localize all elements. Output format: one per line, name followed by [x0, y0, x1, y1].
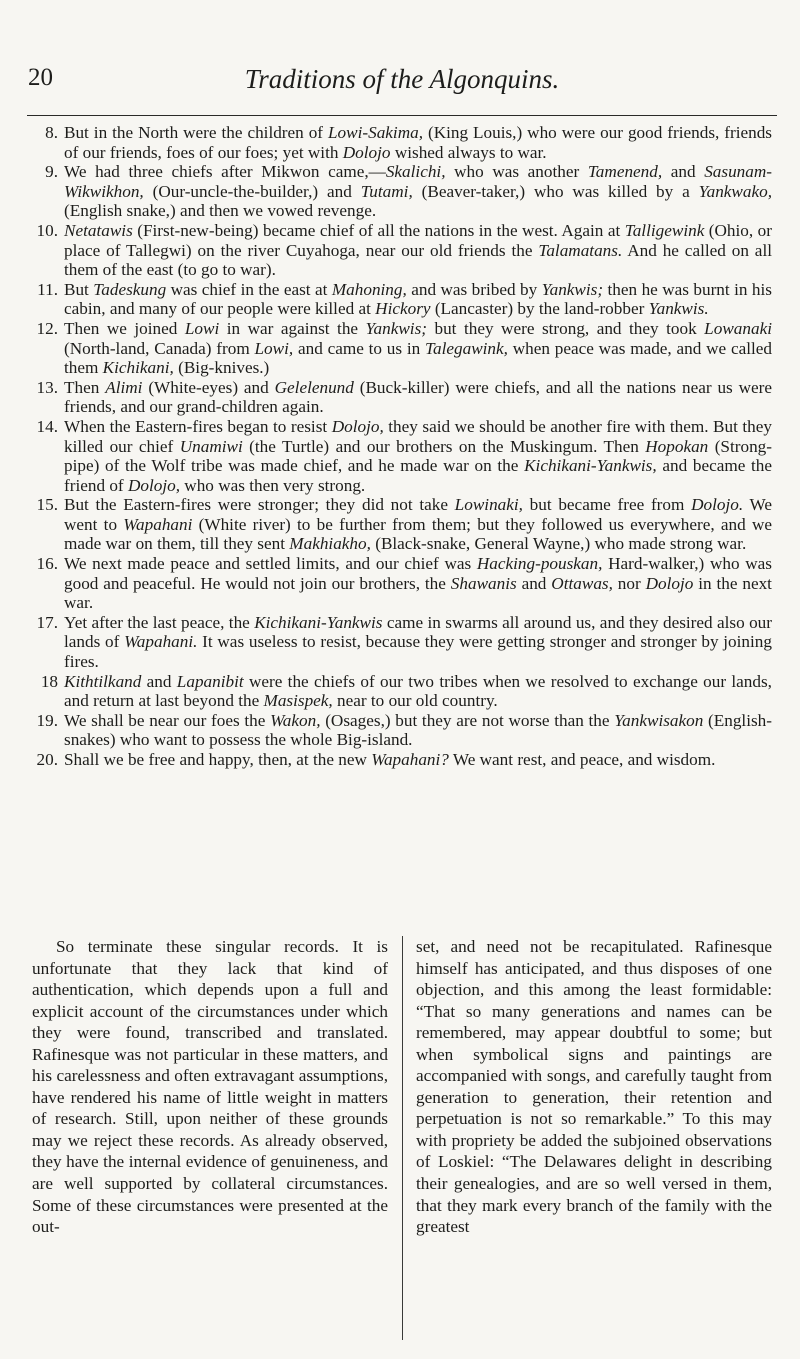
record-name: Wapahani	[123, 514, 193, 534]
record-number: 9.	[45, 162, 58, 182]
record-name: Lowi	[184, 318, 220, 338]
record-text: and	[662, 162, 705, 182]
record-item	[32, 750, 772, 770]
record-item	[32, 319, 772, 378]
record-text: they said we should be another fire with them. But they killed our chief	[64, 416, 772, 456]
record-text: (Osages,) but they are not worse than the	[320, 710, 615, 730]
commentary-left-column: So terminate these singular records. It is unfortunate that they lack that kind of authentication, which depends upon a full and explicit account of the circumstances under which they were found, transcribed and translated. Rafinesque was not particular in these matters, and his carelessness and often extravagant assumptions, have rendered his name of little weight in matters of research. Still, upon neither of these grounds may we reject these records. As already observed, they have the internal evidence of genuineness, and are well supported by collateral circumstances. Some of these circumstances were presented at the out-	[32, 937, 388, 1237]
record-text: came in swarms all around us, and they desired also our lands of	[64, 612, 773, 652]
record-text: (English-snakes) who want to possess the whole Big-island.	[64, 710, 772, 750]
record-text: Hard-walker,) who was good and peaceful. He would not join our brothers, the	[64, 554, 772, 593]
record-name: Talamatans.	[538, 240, 623, 260]
record-text: But the Eastern-fires were stronger; they did not take	[64, 495, 455, 515]
record-text: wished always to war.	[390, 142, 547, 162]
record-item	[32, 280, 772, 319]
record-text: (White-eyes) and	[142, 377, 275, 397]
record-item	[32, 554, 772, 613]
record-name: Lowi-Sakima,	[328, 123, 424, 142]
record-name: Talegawink,	[425, 338, 508, 358]
record-number: 20.	[36, 750, 58, 769]
record-item	[32, 123, 772, 162]
record-item	[32, 711, 772, 750]
record-text: and	[141, 671, 177, 691]
record-text: nor	[612, 573, 646, 593]
record-name: Lapanibit	[176, 671, 244, 691]
commentary-columns	[32, 902, 770, 1342]
record-text: We want rest, and peace, and wisdom.	[448, 750, 716, 769]
running-title: Traditions of the Algonquins.	[244, 64, 560, 94]
record-number: 11.	[37, 279, 58, 299]
record-text: Then	[64, 377, 106, 397]
record-text: (North-land, Canada) from	[64, 338, 255, 358]
record-text: when peace was made, and we called them	[64, 338, 772, 378]
record-text: (Black-snake, General Wayne,) who made strong war.	[370, 534, 747, 554]
page-header	[25, 64, 779, 104]
records-list	[32, 123, 772, 770]
record-name: Kichikani,	[102, 358, 174, 378]
record-name: Hacking-pouskan,	[476, 554, 603, 574]
record-text: (English snake,) and then we vowed revenge.	[64, 201, 377, 221]
record-number: 8.	[45, 123, 58, 142]
record-item	[32, 417, 772, 495]
record-name: Alimi	[105, 377, 143, 397]
record-name: Kichikani-Yankwis,	[524, 456, 657, 476]
record-text: (Ohio, or place of Tallegwi) on the river Cuyahoga, near our old friends the	[64, 220, 772, 260]
record-text: We shall be near our foes the	[64, 710, 271, 730]
record-text: in the next war.	[64, 573, 772, 613]
record-item	[32, 613, 772, 672]
record-number: 18	[40, 671, 58, 691]
record-number: 17.	[36, 612, 58, 632]
record-name: Dolojo,	[127, 475, 180, 495]
record-name: Wakon,	[270, 710, 321, 730]
commentary-right-column: set, and need not be recapitulated. Rafinesque himself has anticipated, and thus disposes of one objection, and this among the least formidable: “That so many generations and names can be remembered, may appear doubtful to some; but when symbolical signs and paintings are accompanied with songs, and carefully taught from generation to generation, their retention and perpetuation is not so remarkable.” To this may with propriety be added the subjoined observations of Loskiel: “The Delawares delight in describing their genealogies, and are so well versed in them, that they mark every branch of the family with the greatest	[416, 937, 772, 1237]
record-text: And he called on all them of the east (to go to war).	[64, 240, 772, 280]
record-name: Mahoning,	[331, 279, 407, 299]
record-item	[32, 495, 772, 554]
record-text: (Buck-killer) were chiefs, and all the nations near us were friends, and our grand-children again.	[64, 377, 772, 417]
record-item	[32, 221, 772, 280]
record-name: Hickory	[375, 299, 431, 319]
record-name: Makhiakho,	[289, 534, 371, 554]
record-text: near to our old country.	[332, 691, 498, 711]
record-text: (First-new-being) became chief of all the nations in the west. Again at	[132, 220, 625, 240]
record-name: Unamiwi	[179, 436, 243, 456]
record-item	[32, 162, 772, 221]
record-text: then he was burnt in his cabin, and many of our people were killed at	[64, 279, 772, 319]
record-name: Wapahani?	[371, 750, 449, 769]
record-text: and became the friend of	[64, 456, 773, 495]
record-text: who was another	[445, 162, 588, 182]
record-name: Wapahani.	[124, 632, 198, 652]
record-name: Talligewink	[624, 220, 705, 240]
record-number: 14.	[36, 416, 58, 436]
record-name: Skalichi,	[385, 162, 446, 182]
record-text: (the Turtle) and our brothers on the Muskingum. Then	[242, 436, 646, 456]
record-name: Dolojo	[342, 142, 391, 162]
record-name: Lowinaki,	[454, 495, 523, 515]
record-text: (White river) to be further from them; but they followed us everywhere, and we made war on them, till they sent	[64, 514, 772, 554]
record-text: We had three chiefs after Mikwon came,—	[64, 162, 386, 182]
record-text: Yet after the last peace, the	[64, 612, 255, 632]
record-name: Masispek,	[263, 691, 333, 711]
record-name: Kithtilkand	[64, 671, 142, 691]
record-name: Lowanaki	[704, 318, 772, 338]
record-name: Hopokan	[645, 436, 709, 456]
record-name: Kichikani-Yankwis	[254, 612, 383, 632]
record-number: 19.	[36, 710, 58, 730]
record-text: but they were strong, and they took	[427, 318, 705, 338]
record-text: We went to	[64, 495, 772, 534]
record-name: Yankwisakon	[614, 710, 704, 730]
record-name: Ottawas,	[551, 573, 613, 593]
record-text: who was then very strong.	[180, 475, 366, 495]
record-text: We next made peace and settled limits, and our chief was	[64, 554, 477, 574]
record-name: Dolojo.	[691, 495, 744, 515]
record-text: (Our-uncle-the-builder,) and	[143, 181, 361, 201]
record-text: It was useless to resist, because they were getting stronger and stronger by joining fires.	[64, 632, 772, 672]
record-text: and was bribed by	[406, 279, 542, 299]
record-text: (Big-knives.)	[173, 358, 270, 378]
header-rule	[27, 115, 777, 116]
column-divider	[402, 936, 403, 1340]
record-text: (Beaver-taker,) who was killed by a	[412, 181, 699, 201]
page-number: 20	[28, 64, 53, 91]
record-name: Tutami,	[360, 181, 413, 201]
record-name: Yankwako,	[698, 181, 772, 201]
record-text: (Strong-pipe) of the Wolf tribe was made chief, and he made war on the	[64, 436, 772, 476]
record-item	[32, 672, 772, 711]
record-number: 13.	[36, 377, 58, 397]
record-text: and came to us in	[293, 338, 426, 358]
record-text: (King Louis,) who were our good friends, friends of our friends, foes of our foes; yet with	[64, 123, 772, 162]
record-name: Yankwis.	[648, 299, 709, 319]
record-text: Then we joined	[64, 318, 185, 338]
record-text: When the Eastern-fires began to resist	[64, 416, 332, 436]
record-name: Shawanis	[450, 573, 517, 593]
record-name: Tamenend,	[587, 162, 663, 182]
record-number: 12.	[36, 318, 58, 338]
record-text: But	[64, 279, 94, 299]
record-name: Gelelenund	[274, 377, 354, 397]
record-name: Netatawis	[64, 220, 133, 240]
record-number: 16.	[36, 554, 58, 574]
record-name: Lowi,	[254, 338, 294, 358]
record-text: But in the North were the children of	[64, 123, 328, 142]
record-item	[32, 378, 772, 417]
record-name: Yankwis;	[365, 318, 427, 338]
record-text: Shall we be free and happy, then, at the new	[64, 750, 372, 769]
record-text: was chief in the east at	[166, 279, 332, 299]
record-name: Tadeskung	[93, 279, 167, 299]
record-number: 10.	[36, 220, 58, 240]
record-name: Dolojo,	[331, 416, 384, 436]
record-text: in war against the	[219, 318, 366, 338]
record-text: and	[516, 573, 552, 593]
record-number: 15.	[36, 495, 58, 515]
record-text: were the chiefs of our two tribes when we resolved to exchange our lands, and return at last beyond the	[64, 671, 772, 711]
record-text: but became free from	[522, 495, 692, 515]
record-text: (Lancaster) by the land-robber	[430, 299, 649, 319]
record-name: Yankwis;	[541, 279, 604, 299]
record-name: Sasunam-Wikwikhon,	[64, 162, 772, 201]
record-name: Dolojo	[645, 573, 694, 593]
